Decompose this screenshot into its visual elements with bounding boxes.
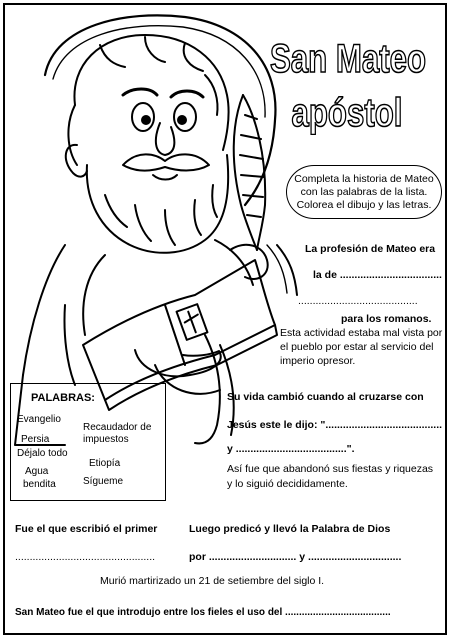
word-persia: Persia [21, 434, 50, 445]
preaching-line-1: Luego predicó y llevó la Palabra de Dios [189, 523, 391, 535]
calling-line-3: y ......................................". [227, 443, 355, 455]
word-evangelio: Evangelio [17, 414, 61, 425]
word-impuestos: impuestos [83, 434, 129, 445]
profession-blank-2: ......................................... [298, 295, 418, 307]
word-bendita: bendita [23, 479, 56, 490]
writing-blank: ................................................ [15, 551, 156, 563]
profession-line-1: La profesión de Mateo era [305, 243, 436, 255]
calling-line-2: Jesús este le dijo: "........................................ [227, 419, 443, 431]
writing-line-1: Fue el que escribió el primer [15, 523, 158, 535]
instructions-box [286, 165, 442, 219]
calling-line-4: Así fue que abandonó sus fiestas y riquezas [227, 463, 434, 475]
worksheet-page [3, 3, 447, 635]
instructions-line-2: con las palabras de la lista. [300, 186, 428, 198]
word-dejalo-todo: Déjalo todo [17, 448, 68, 459]
profession-line-4: para los romanos. [341, 313, 432, 325]
martyr-line: Murió martirizado un 21 de setiembre del siglo I. [100, 575, 325, 587]
word-agua: Agua [25, 466, 49, 477]
profession-line-7: imperio opresor. [280, 355, 356, 367]
word-etiopia: Etiopía [89, 458, 121, 469]
profession-blank-1: la de ................................... [313, 269, 442, 281]
word-recaudador: Recaudador de [83, 422, 152, 433]
instructions-line-1: Completa la historia de Mateo [294, 173, 434, 185]
title-line-2: apóstol [291, 91, 403, 135]
last-line: San Mateo fue el que introdujo entre los fieles el uso del ...................................... [15, 607, 391, 618]
title-line-1: San Mateo [269, 37, 427, 81]
word-list-heading: PALABRAS: [31, 392, 95, 404]
profession-line-5: Esta actividad estaba mal vista por [280, 327, 443, 339]
preaching-blank: por .............................. y ................................ [189, 551, 402, 563]
profession-line-6: el pueblo por estar al servicio del [280, 341, 434, 353]
instructions-line-3: Colorea el dibujo y las letras. [296, 199, 432, 211]
calling-line-1: Su vida cambió cuando al cruzarse con [227, 391, 424, 403]
word-sigueme: Sígueme [83, 476, 124, 487]
calling-line-5: y lo siguió decididamente. [227, 478, 348, 490]
word-list-box [10, 383, 166, 501]
